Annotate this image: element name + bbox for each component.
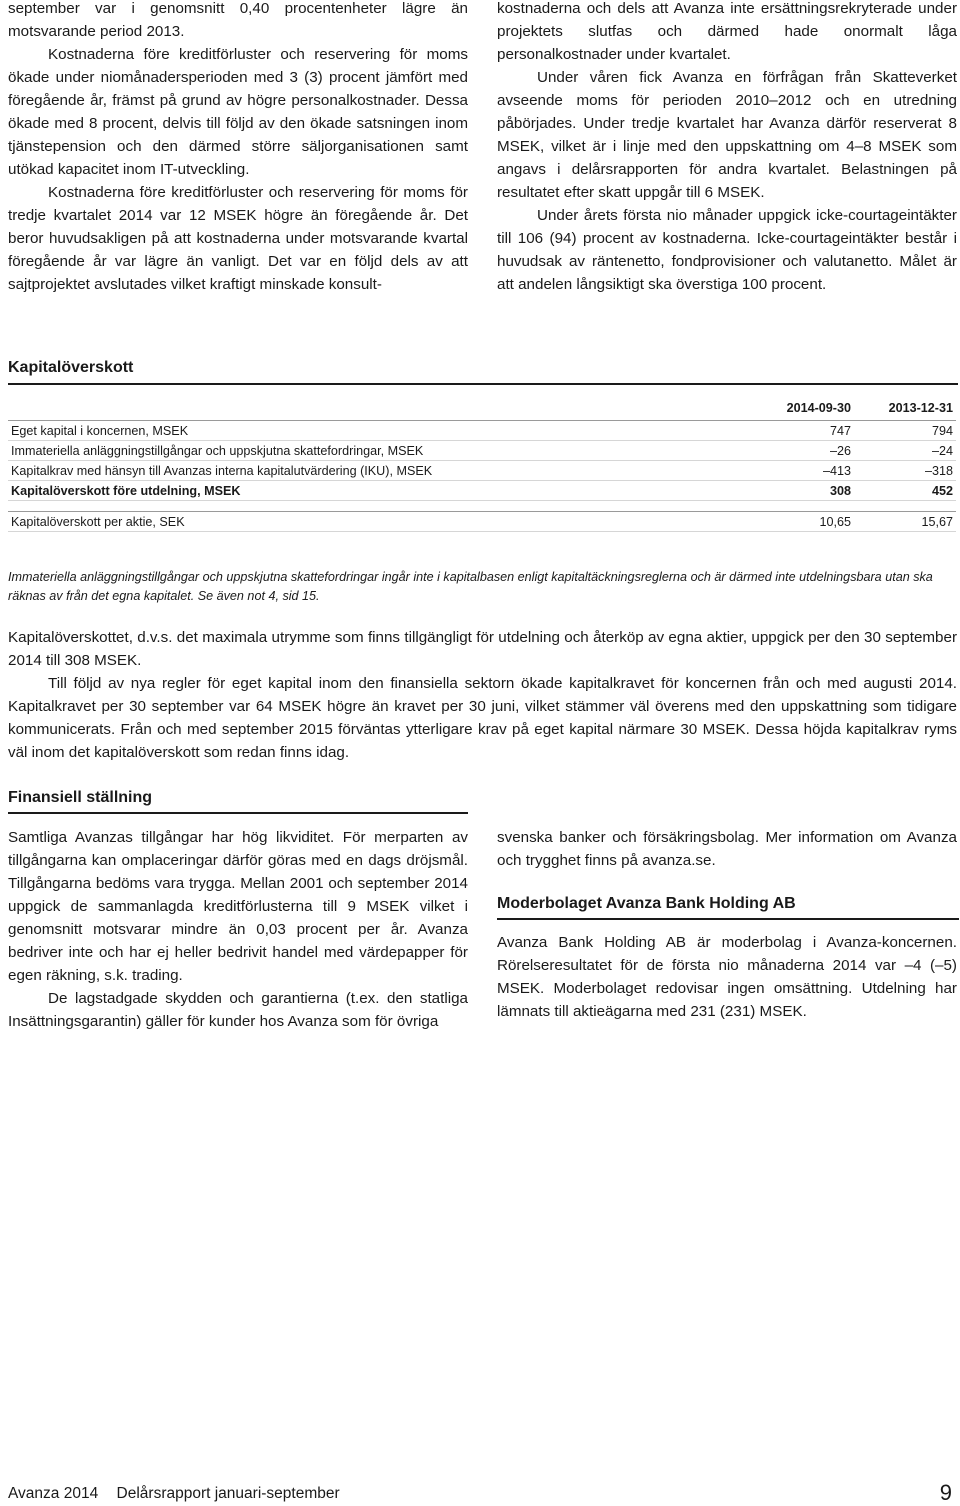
paragraph: Kostnaderna före kreditförluster och reservering för moms ökade under niomånadersperioden med 3 (3) procent jämfört med föregående år, främst på grund av högre personalkostnader. Dessa ökade med 8 procent, delvis till följd av den ökade satsningen inom tjänstepension och den därmed större säljorganisationen samt utökad kapacitet inom IT-utveckling. bbox=[8, 46, 468, 178]
paragraph: Kapitalöverskottet, d.v.s. det maximala utrymme som finns tillgängligt för utdelning och återköp av egna aktier, uppgick per den 30 september 2014 till 308 MSEK. bbox=[8, 629, 957, 669]
paragraph: Avanza Bank Holding AB är moderbolag i Avanza-koncernen. Rörelseresultatet för de första nio månaderna 2014 var –4 (–5) MSEK. Moderbolaget redovisar ingen omsättning. Utdelning har lämnats till aktieägarna med 231 (231) MSEK. bbox=[497, 934, 957, 1020]
table-row: Immateriella anläggningstillgångar och uppskjutna skattefordringar, MSEK –26 –24 bbox=[8, 441, 956, 461]
table-row: Kapitalkrav med hänsyn till Avanzas interna kapitalutvärdering (IKU), MSEK –413 –318 bbox=[8, 461, 956, 481]
paragraph: Under våren fick Avanza en förfrågan från Skatteverket avseende moms för perioden 2010–2012 och en utredning påbörjades. Under tredje kvartalet har Avanza därför reserverat 8 MSEK, vilket är i linje med den uppskattning om 4–8 MSEK som angavs i delårsrapporten för andra kvartalet. Belastningen på resultatet efter skatt uppgår till 6 MSEK. bbox=[497, 69, 957, 201]
paragraph: kostnaderna och dels att Avanza inte ersättningsrekryterade under projektets slutfas och därmed hade onormalt låga personalkostnader under kvartalet. bbox=[497, 0, 957, 63]
footer-report-title: Delårsrapport januari-september bbox=[116, 1485, 340, 1502]
column-header-2014: 2014-09-30 bbox=[752, 396, 854, 421]
text-column-right-top bbox=[497, 0, 957, 296]
text-column-left-top bbox=[8, 0, 468, 296]
footer-company: Avanza 2014 bbox=[8, 1485, 99, 1502]
column-header-2013: 2013-12-31 bbox=[854, 396, 956, 421]
kapitaloverskott-body bbox=[8, 626, 957, 764]
page-number: 9 bbox=[939, 1480, 952, 1505]
section-heading-moderbolaget: Moderbolaget Avanza Bank Holding AB bbox=[497, 895, 796, 912]
kapitaloverskott-table bbox=[8, 396, 956, 532]
section-rule bbox=[8, 383, 958, 385]
text-column-moderbolaget bbox=[497, 931, 957, 1023]
section-rule bbox=[8, 812, 468, 814]
table-footnote: Immateriella anläggningstillgångar och uppskjutna skattefordringar ingår inte i kapitalbasen enligt kapitaltäckningsreglerna och är därmed inte utdelningsbara utan ska räknas av från det egna kapitalet. Se även not 4, sid 15. bbox=[8, 570, 933, 603]
table-row-per-share: Kapitalöverskott per aktie, SEK 10,65 15,67 bbox=[8, 512, 956, 532]
paragraph: Samtliga Avanzas tillgångar har hög likviditet. För merparten av tillgångarna kan omplaceringar därför göras med en dags dröjsmål. Tillgångarna bedöms vara trygga. Mellan 2001 och september 2014 uppgick de sammanlagda kreditförlusterna till 9 MSEK vilket i genomsnitt motsvarar mindre än 0,03 procent per år. Avanza bedriver inte och har ej heller bedrivit handel med värdepapper för egen räkning, s.k. trading. bbox=[8, 829, 468, 984]
page-footer bbox=[8, 1484, 354, 1504]
table-header-row bbox=[8, 396, 956, 421]
paragraph: svenska banker och försäkringsbolag. Mer information om Avanza och trygghet finns på avanza.se. bbox=[497, 829, 957, 869]
paragraph: Under årets första nio månader uppgick icke-courtageintäkter till 106 (94) procent av kostnaderna. Icke-courtageintäkter består i huvudsak av räntenetto, fondprovisioner och valutanetto. Målet är att andelen långsiktigt ska överstiga 100 procent. bbox=[497, 207, 957, 293]
paragraph: De lagstadgade skydden och garantierna (t.ex. den statliga Insättningsgarantin) gäller för kunder hos Avanza som för övriga bbox=[8, 990, 468, 1030]
paragraph: Kostnaderna före kreditförluster och reservering för moms för tredje kvartalet 2014 var 12 MSEK högre än föregående år. Det beror huvudsakligen på att kostnaderna under motsvarande kvartal föregående år var lägre än vanligt. Det var en följd dels av att sajtprojektet avslutades vilket kraftigt minskade konsult- bbox=[8, 184, 468, 293]
section-heading-finansiell-stallning: Finansiell ställning bbox=[8, 789, 153, 806]
text-column-right-bottom bbox=[497, 826, 957, 872]
paragraph: Till följd av nya regler för eget kapital inom den finansiella sektorn ökade kapitalkravet för koncernen från och med augusti 2014. Kapitalkravet per 30 september var 64 MSEK högre än kravet per 30 juni, vilket stämmer väl överens med den uppskattning som tidigare kommunicerats. Från och med september 2015 förväntas ytterligare krav på eget kapital närmare 30 MSEK. Dessa höjda kapitalkrav ryms väl inom det kapitalöverskott som redan finns idag. bbox=[8, 675, 957, 761]
table-row: Eget kapital i koncernen, MSEK 747 794 bbox=[8, 421, 956, 441]
section-rule bbox=[497, 918, 959, 920]
paragraph: september var i genomsnitt 0,40 procentenheter lägre än motsvarande period 2013. bbox=[8, 0, 468, 40]
section-heading-kapitaloverskott: Kapitalöverskott bbox=[8, 359, 134, 376]
text-column-left-bottom bbox=[8, 826, 468, 1033]
table-row-total: Kapitalöverskott före utdelning, MSEK 308 452 bbox=[8, 481, 956, 501]
